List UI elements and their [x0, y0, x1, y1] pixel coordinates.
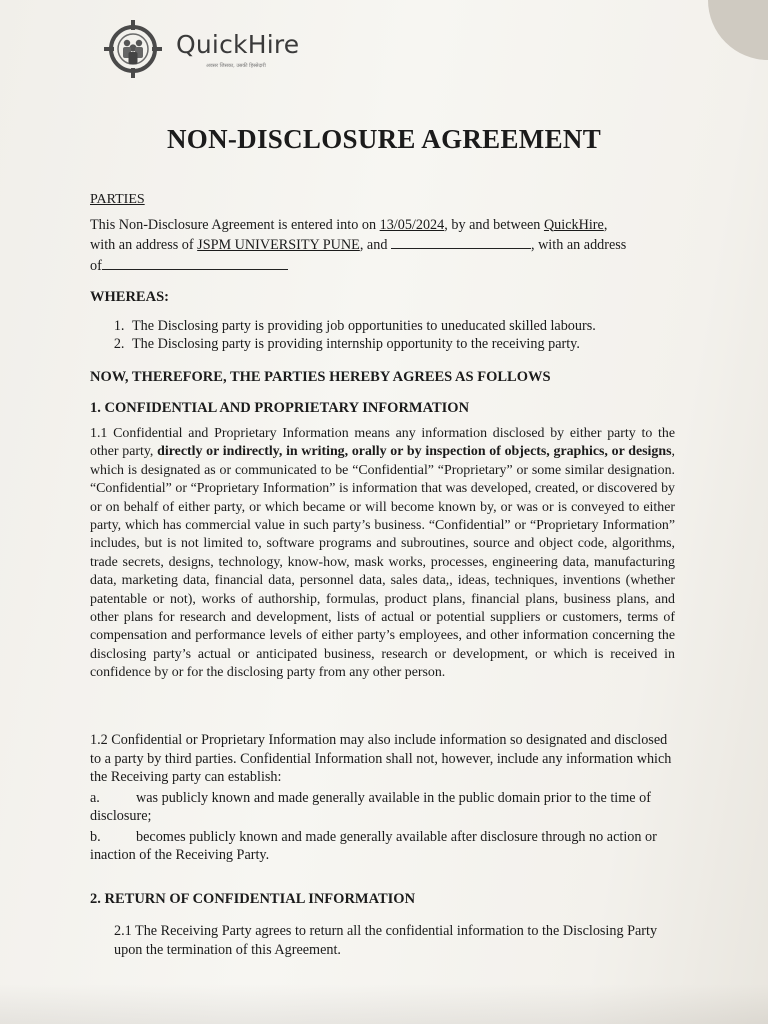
- receiving-party-blank[interactable]: [391, 234, 531, 249]
- section2-paragraph-1: 2.1 The Receiving Party agrees to return all the confidential information to the Disclosing Party upon the termination of this Agreement.: [114, 923, 658, 958]
- parties-line-3: [90, 255, 675, 276]
- parties-line-1: [90, 216, 675, 235]
- paragraph-text: 1.1 Confidential and Proprietary Information means any information disclosed by either party to the other party,: [90, 426, 675, 460]
- whereas-item: 1. The Disclosing party is providing job opportunities to uneducated skilled labours.: [128, 317, 675, 336]
- quickhire-logo: [100, 16, 299, 82]
- parties-text: ,: [603, 216, 608, 233]
- exclusion-label: a.: [90, 789, 100, 806]
- exclusion-text: was publicly known and made generally available in the public domain prior to the time of disclosure;: [90, 789, 651, 824]
- agreement-date: 13/05/2024: [379, 216, 445, 233]
- exclusion-text: becomes publicly known and made generally available after disclosure through no action or inaction of the Receiving Party.: [90, 828, 657, 863]
- parties-text: , and: [359, 237, 391, 253]
- whereas-list: [90, 317, 675, 354]
- section1-heading: 1. CONFIDENTIAL AND PROPRIETARY INFORMATION: [90, 400, 470, 416]
- parties-text: , by and between: [444, 216, 544, 233]
- company-name: QuickHire: [543, 216, 604, 233]
- logo-name: QuickHire: [176, 29, 300, 59]
- document-title: NON-DISCLOSURE AGREEMENT: [166, 124, 602, 154]
- whereas-heading: WHEREAS:: [90, 289, 169, 305]
- parties-section: [90, 191, 675, 275]
- parties-text: of: [90, 257, 102, 274]
- parties-heading: PARTIES: [90, 192, 145, 207]
- exclusion-b: [90, 828, 675, 865]
- paragraph-text: , which is designated as or communicated to be “Confidential” “Proprietary” or some similar designation. “Confidential” or “Proprietary Information” is information that was developed, created, or discovered by or on behalf of either party, or which became or will become known by, or was or is conveyed to either party, which has commercial value in such party’s business. “Confidential” or “Proprietary Information” includes, but is not limited to, software programs and subroutines, source and object code, algorithms, trade secrets, designs, technology, know-how, mask works, processes, engineering data, manufacturing data, marketing data, financial data, personnel data, sales data,, ideas, techniques, inventions (whether patentable or not), works of authorship, formulas, product plans, financial plans, business plans, and other plans for research and development, lists of actual or potential suppliers or customers, terms of compensation and performance levels of either party’s employees, and other information concerning the disclosing party’s actual or anticipated business, research or development, or which is received in confidence by or for the disclosing party from any other person.: [90, 444, 675, 681]
- paragraph-text: 1.2 Confidential or Proprietary Information may also include information so designated and disclosed to a party by third parties. Confidential Information shall not, however, include any information which the Receiving party can establish:: [90, 732, 672, 785]
- page-corner: [708, 0, 768, 60]
- page-shadow: [0, 984, 768, 1024]
- quickhire-emblem-icon: [100, 16, 166, 82]
- exclusion-label: b.: [90, 828, 101, 845]
- section1-paragraph-2: [90, 731, 675, 865]
- company-address: JSPM UNIVERSITY PUNE: [197, 237, 360, 253]
- parties-line-2: [90, 234, 675, 255]
- section2-heading: 2. RETURN OF CONFIDENTIAL INFORMATION: [90, 891, 416, 907]
- parties-text: , with an address: [530, 237, 627, 253]
- parties-text: This Non-Disclosure Agreement is entered into on: [90, 216, 380, 233]
- whereas-section: [90, 288, 675, 354]
- whereas-item: 2. The Disclosing party is providing internship opportunity to the receiving party.: [128, 335, 675, 354]
- exclusion-a: [90, 789, 675, 826]
- logo-tagline: अवसर जिसका, उसकी हिस्सेदारी: [206, 62, 266, 69]
- section1-paragraph-1: [90, 425, 675, 683]
- paragraph-bold-text: directly or indirectly, in writing, orally or by inspection of objects, graphics, or designs: [157, 444, 672, 460]
- receiving-address-blank[interactable]: [102, 255, 288, 270]
- now-therefore-heading: NOW, THEREFORE, THE PARTIES HEREBY AGREES AS FOLLOWS: [90, 369, 551, 385]
- parties-text: with an address of: [90, 237, 198, 253]
